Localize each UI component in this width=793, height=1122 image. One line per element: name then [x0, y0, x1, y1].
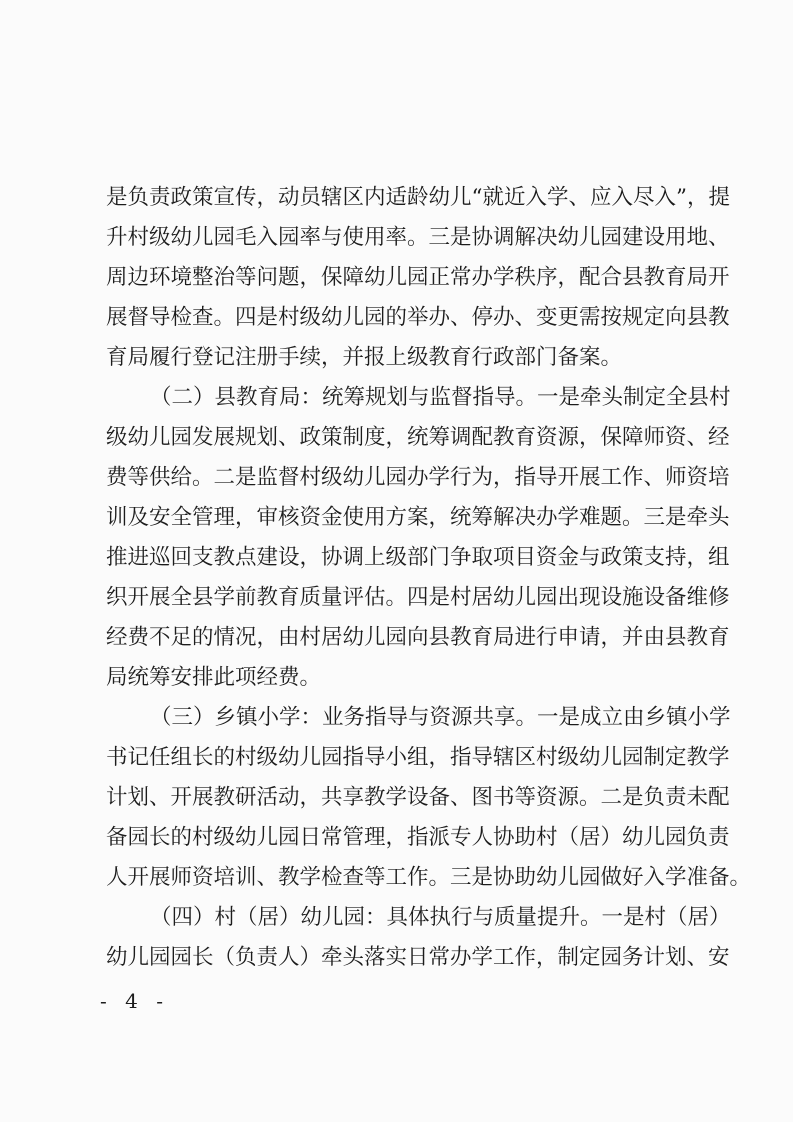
text-line: 展督导检查。四是村级幼儿园的举办、停办、变更需按规定向县教: [106, 305, 730, 330]
text-line: 备园长的村级幼儿园日常管理，指派专人协助村（居）幼儿园负责: [106, 825, 730, 850]
text-line: 推进巡回支教点建设，协调上级部门争取项目资金与政策支持，组: [106, 545, 730, 570]
text-line: 周边环境整治等问题，保障幼儿园正常办学秩序，配合县教育局开: [106, 265, 730, 290]
section-heading-line: （四）村（居）幼儿园：具体执行与质量提升。一是村（居）: [150, 905, 731, 930]
page-number: - 4 -: [100, 989, 169, 1013]
text-line: 级幼儿园发展规划、政策制度，统筹调配教育资源，保障师资、经: [106, 425, 730, 450]
text-line: 织开展全县学前教育质量评估。四是村居幼儿园出现设施设备维修: [106, 585, 730, 610]
text-line: 升村级幼儿园毛入园率与使用率。三是协调解决幼儿园建设用地、: [106, 225, 730, 250]
text-line: 费等供给。二是监督村级幼儿园办学行为，指导开展工作、师资培: [106, 465, 730, 490]
text-line: 育局履行登记注册手续，并报上级教育行政部门备案。: [106, 345, 623, 370]
section-heading-line: （二）县教育局：统筹规划与监督指导。一是牵头制定全县村: [150, 385, 731, 410]
text-line: 经费不足的情况，由村居幼儿园向县教育局进行申请，并由县教育: [106, 625, 730, 650]
text-line: 局统筹安排此项经费。: [106, 665, 322, 690]
text-line: 计划、开展教研活动，共享教学设备、图书等资源。二是负责未配: [106, 785, 730, 810]
text-line: 人开展师资培训、教学检查等工作。三是协助幼儿园做好入学准备。: [106, 865, 752, 890]
section-heading-line: （三）乡镇小学：业务指导与资源共享。一是成立由乡镇小学: [150, 705, 731, 730]
text-line: 训及安全管理，审核资金使用方案，统筹解决办学难题。三是牵头: [106, 505, 730, 530]
text-line: 幼儿园园长（负责人）牵头落实日常办学工作，制定园务计划、安: [106, 945, 730, 970]
text-line: 书记任组长的村级幼儿园指导小组，指导辖区村级幼儿园制定教学: [106, 745, 730, 770]
text-line: 是负责政策宣传，动员辖区内适龄幼儿“就近入学、应入尽入”，提: [106, 185, 730, 210]
